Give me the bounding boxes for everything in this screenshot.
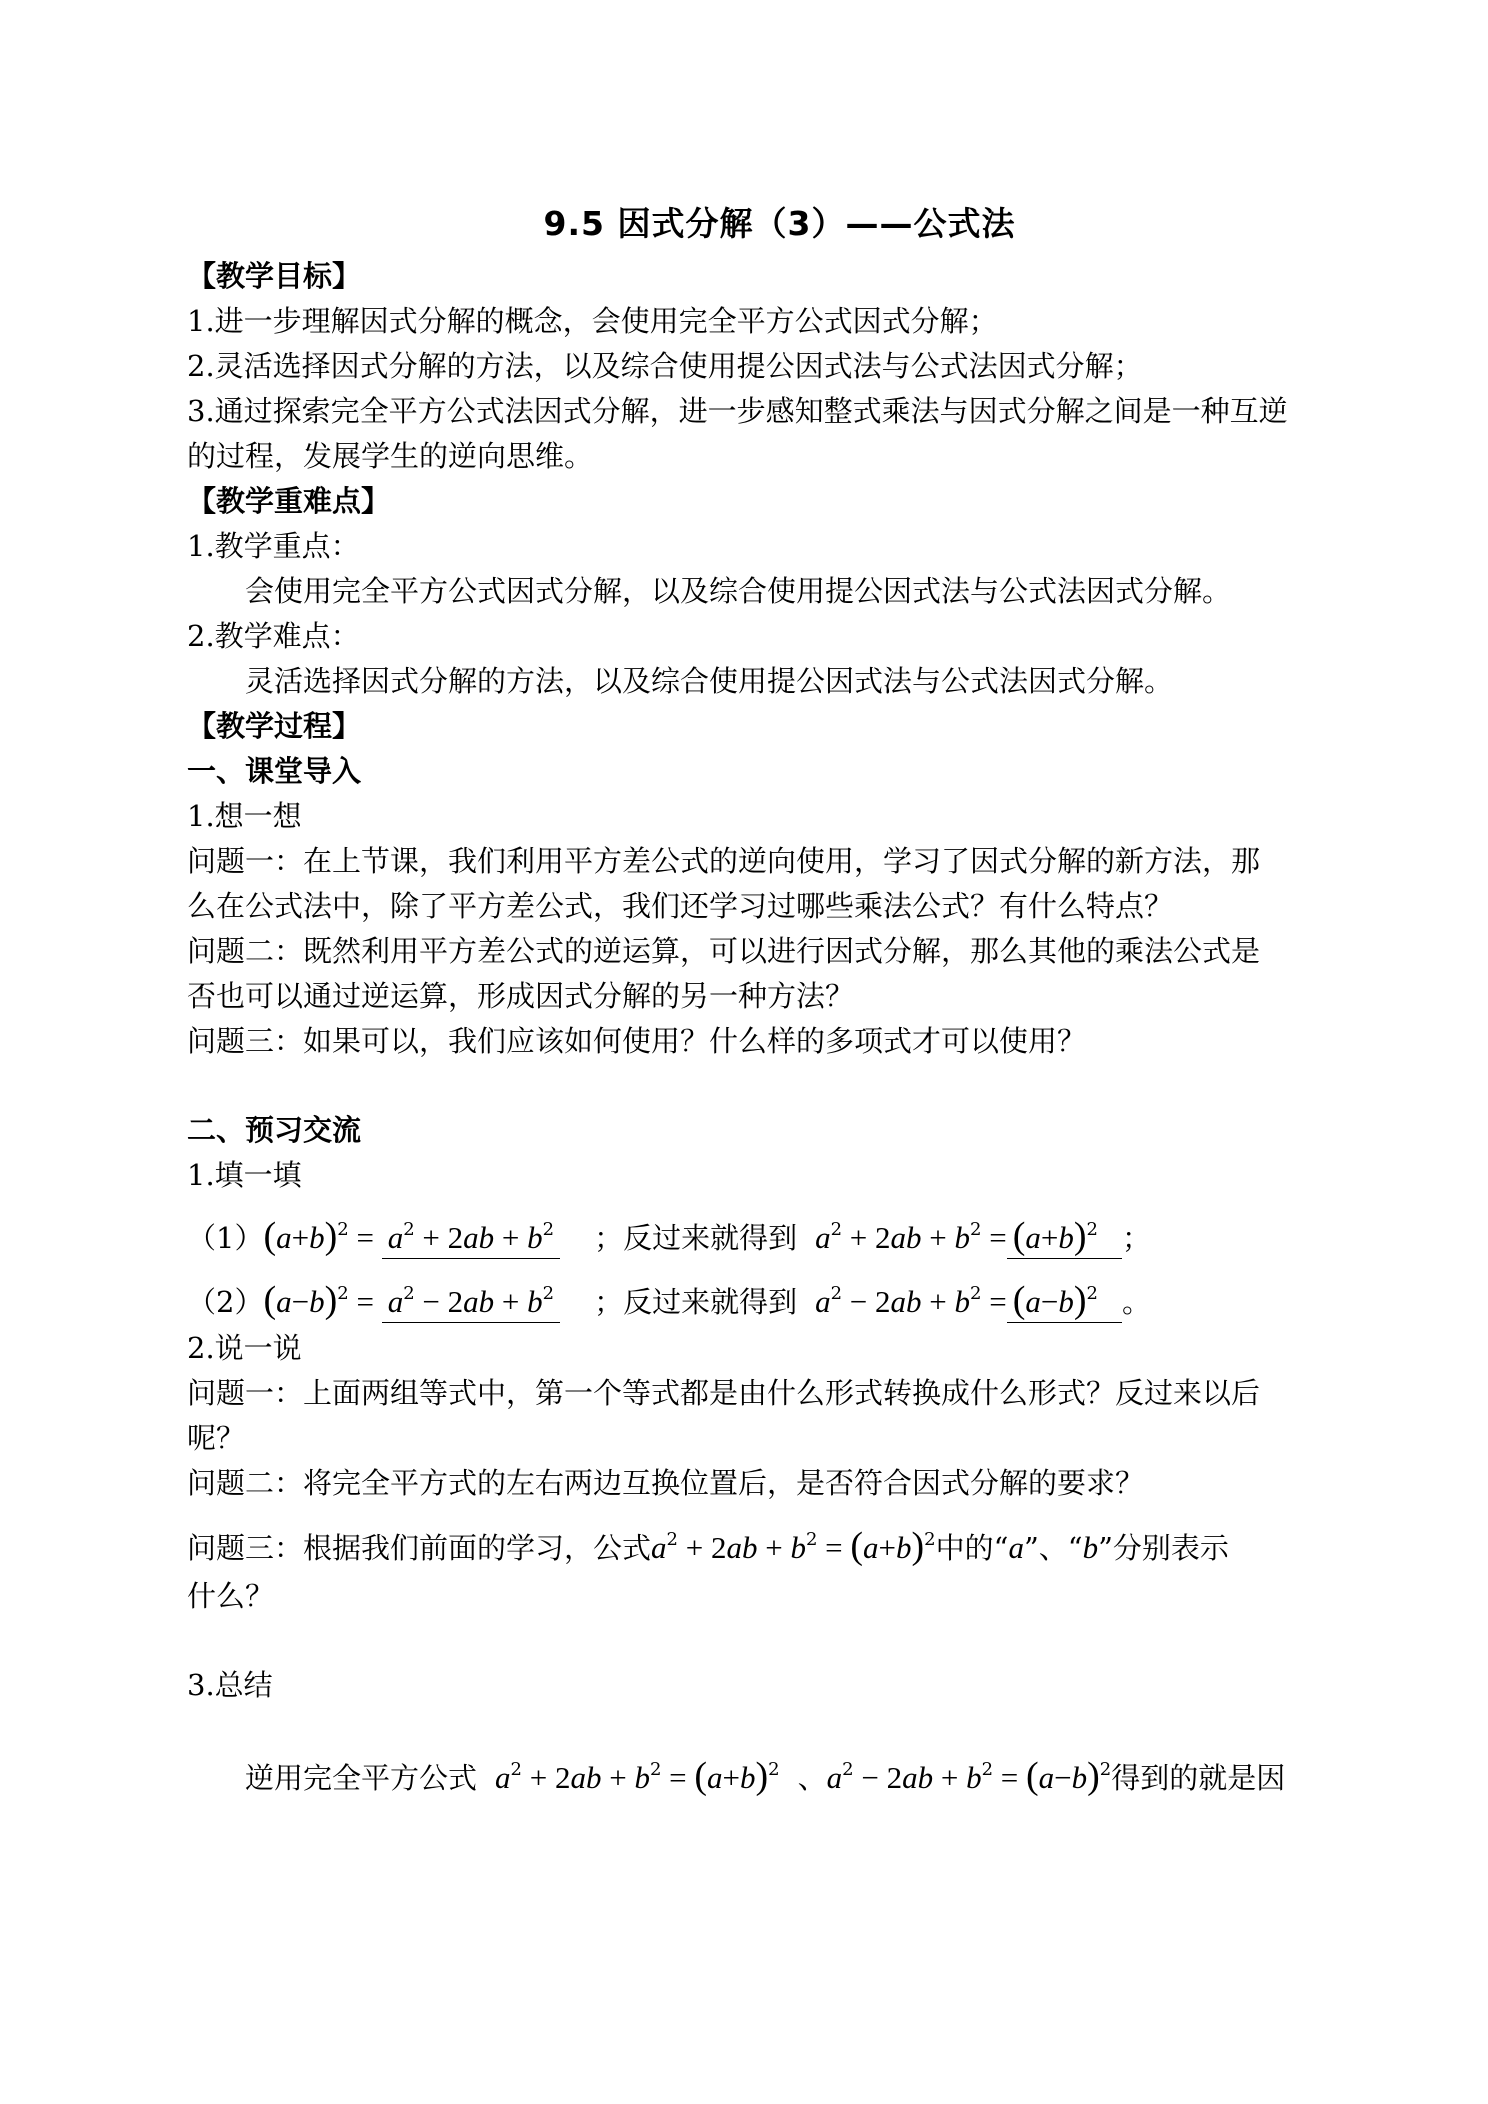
say-question-3: 问题三：根据我们前面的学习，公式$a^2 + 2ab + b^2 = (a+b)^2$中的“a”、“b”分别表示 — [187, 1525, 1229, 1567]
preview-heading: 二、预习交流 — [187, 1113, 362, 1147]
say-question-3-part-4: ”分别表示 — [1098, 1531, 1229, 1565]
fill-blank-2b: $(a-b)^2$ — [1007, 1274, 1122, 1323]
objective-item-3-continued: 的过程，发展学生的逆向思维。 — [187, 439, 594, 473]
intro-question-3: 问题三：如果可以，我们应该如何使用？什么样的多项式才可以使用？ — [187, 1024, 1087, 1058]
say-question-3-part-2: 中的“ — [935, 1531, 1009, 1565]
intro-heading: 一、课堂导入 — [187, 754, 362, 788]
variable-b: b — [1082, 1530, 1099, 1565]
fill-item-2: $(2)(a-b)^2 = a^2 - 2ab + b^2$ ；反过来就得到 $a^2 - 2ab + b^2 = (a-b)^2$ 。 — [187, 1262, 1312, 1326]
say-question-2: 问题二：将完全平方式的左右两边互换位置后，是否符合因式分解的要求？ — [187, 1466, 1145, 1500]
difficulty-label: 2.教学难点： — [187, 619, 360, 653]
summary-text: 逆用完全平方公式 $a^2 + 2ab + b^2 = (a+b)^2$ 、$a^2 - 2ab + b^2 = (a-b)^2$得到的就是因 — [245, 1755, 1286, 1797]
say-question-3-line-2: 什么？ — [187, 1579, 275, 1613]
summary-part-2: 得到的就是因 — [1111, 1761, 1286, 1795]
fill-blank-1a: $a^2 + 2ab + b^2$ — [382, 1210, 560, 1259]
reverse-text-1: ；反过来就得到 — [594, 1221, 798, 1255]
intro-question-2-line-2: 否也可以通过逆运算，形成因式分解的另一种方法？ — [187, 979, 855, 1013]
fill-blank-2a: $a^2 - 2ab + b^2$ — [382, 1274, 560, 1323]
variable-a: a — [1008, 1530, 1024, 1565]
fill-item-1-prefix: （1） — [187, 1221, 264, 1255]
focus-label: 1.教学重点： — [187, 529, 360, 563]
objective-item-2: 2.灵活选择因式分解的方法，以及综合使用提公因式法与公式法因式分解； — [187, 349, 1143, 383]
document-page — [187, 198, 1312, 1804]
fill-item-1: $(1)(a+b)^2 = a^2 + 2ab + b^2$ ；反过来就得到 $a^2 + 2ab + b^2 = (a+b)^2$ ； — [187, 1198, 1312, 1262]
fill-item-2-end: 。 — [1121, 1285, 1151, 1319]
objective-item-3: 3.通过探索完全平方公式法因式分解，进一步感知整式乘法与因式分解之间是一种互逆 — [187, 394, 1288, 428]
fill-item-2-prefix: （2） — [187, 1285, 264, 1319]
fill-item-1-end: ； — [1121, 1221, 1151, 1255]
say-question-3-part-3: ”、“ — [1023, 1531, 1083, 1565]
intro-question-1-line-1: 问题一：在上节课，我们利用平方差公式的逆向使用，学习了因式分解的新方法，那 — [187, 844, 1261, 878]
think-label: 1.想一想 — [187, 799, 302, 833]
keypoints-heading: 【教学重难点】 — [187, 484, 391, 518]
process-heading: 【教学过程】 — [187, 709, 362, 743]
reverse-text-2: ；反过来就得到 — [594, 1285, 798, 1319]
intro-question-1-line-2: 么在公式法中，除了平方差公式，我们还学习过哪些乘法公式？有什么特点？ — [187, 889, 1174, 923]
intro-question-2-line-1: 问题二：既然利用平方差公式的逆运算，可以进行因式分解，那么其他的乘法公式是 — [187, 934, 1261, 968]
objective-item-1: 1.进一步理解因式分解的概念，会使用完全平方公式因式分解； — [187, 304, 998, 338]
difficulty-text: 灵活选择因式分解的方法，以及综合使用提公因式法与公式法因式分解。 — [245, 664, 1174, 698]
objectives-heading: 【教学目标】 — [187, 259, 362, 293]
summary-separator: 、 — [797, 1761, 827, 1795]
say-question-1-line-1: 问题一：上面两组等式中，第一个等式都是由什么形式转换成什么形式？反过来以后 — [187, 1376, 1261, 1410]
say-question-3-part-1: 问题三：根据我们前面的学习，公式 — [187, 1531, 652, 1565]
fill-label: 1.填一填 — [187, 1158, 302, 1192]
say-question-1-line-2: 呢？ — [187, 1421, 246, 1455]
page-title: 9.5 因式分解（3）——公式法 — [543, 204, 1016, 243]
summary-part-1: 逆用完全平方公式 — [245, 1761, 478, 1795]
say-label: 2.说一说 — [187, 1331, 302, 1365]
summary-label: 3.总结 — [187, 1668, 273, 1702]
fill-blank-1b: $(a+b)^2$ — [1007, 1210, 1122, 1259]
focus-text: 会使用完全平方公式因式分解，以及综合使用提公因式法与公式法因式分解。 — [245, 574, 1232, 608]
